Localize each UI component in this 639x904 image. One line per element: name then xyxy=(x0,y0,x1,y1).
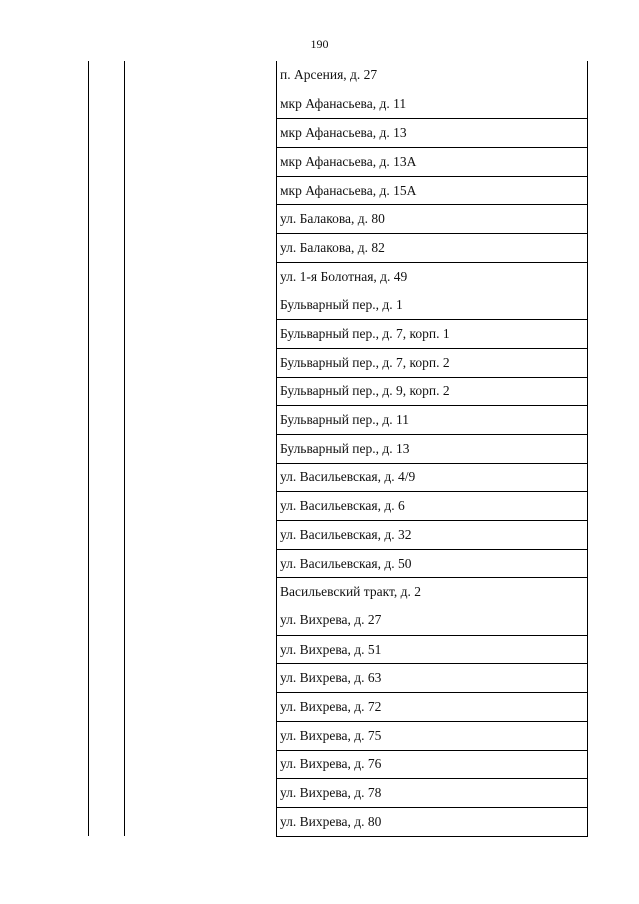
address-row: мкр Афанасьева, д. 13 xyxy=(277,118,587,147)
address-table xyxy=(276,61,588,837)
address-row: ул. 1-я Болотная, д. 49 xyxy=(277,262,587,291)
address-row: ул. Вихрева, д. 76 xyxy=(277,750,587,779)
page-number: 190 xyxy=(310,37,329,51)
address-row: ул. Вихрева, д. 80 xyxy=(277,807,587,836)
address-row: Бульварный пер., д. 9, корп. 2 xyxy=(277,377,587,406)
address-row: Бульварный пер., д. 7, корп. 2 xyxy=(277,348,587,377)
address-row: ул. Вихрева, д. 72 xyxy=(277,692,587,721)
address-row: ул. Вихрева, д. 51 xyxy=(277,635,587,664)
address-row: мкр Афанасьева, д. 11 xyxy=(280,96,407,112)
address-row: ул. Вихрева, д. 75 xyxy=(277,721,587,750)
address-row: ул. Васильевская, д. 50 xyxy=(277,549,587,578)
address-row: Бульварный пер., д. 7, корп. 1 xyxy=(277,319,587,348)
address-row: мкр Афанасьева, д. 15А xyxy=(277,176,587,205)
address-row: мкр Афанасьева, д. 13А xyxy=(277,147,587,176)
address-row: Бульварный пер., д. 11 xyxy=(277,405,587,434)
address-row: ул. Вихрева, д. 27 xyxy=(280,612,382,628)
address-row: п. Арсения, д. 27 xyxy=(280,67,378,83)
address-row: Бульварный пер., д. 13 xyxy=(277,434,587,463)
table-column-rule-left xyxy=(88,61,89,836)
address-row: Бульварный пер., д. 1 xyxy=(280,296,403,312)
address-row: Васильевский тракт, д. 2 xyxy=(277,577,587,606)
address-row: ул. Васильевская, д. 32 xyxy=(277,520,587,549)
address-row: ул. Балакова, д. 82 xyxy=(277,233,587,262)
address-row: ул. Балакова, д. 80 xyxy=(277,204,587,233)
address-row: ул. Васильевская, д. 4/9 xyxy=(277,463,587,492)
address-row: ул. Васильевская, д. 6 xyxy=(277,491,587,520)
table-column-rule-middle xyxy=(124,61,125,836)
address-row: ул. Вихрева, д. 63 xyxy=(277,663,587,692)
address-row: ул. Вихрева, д. 78 xyxy=(277,778,587,807)
